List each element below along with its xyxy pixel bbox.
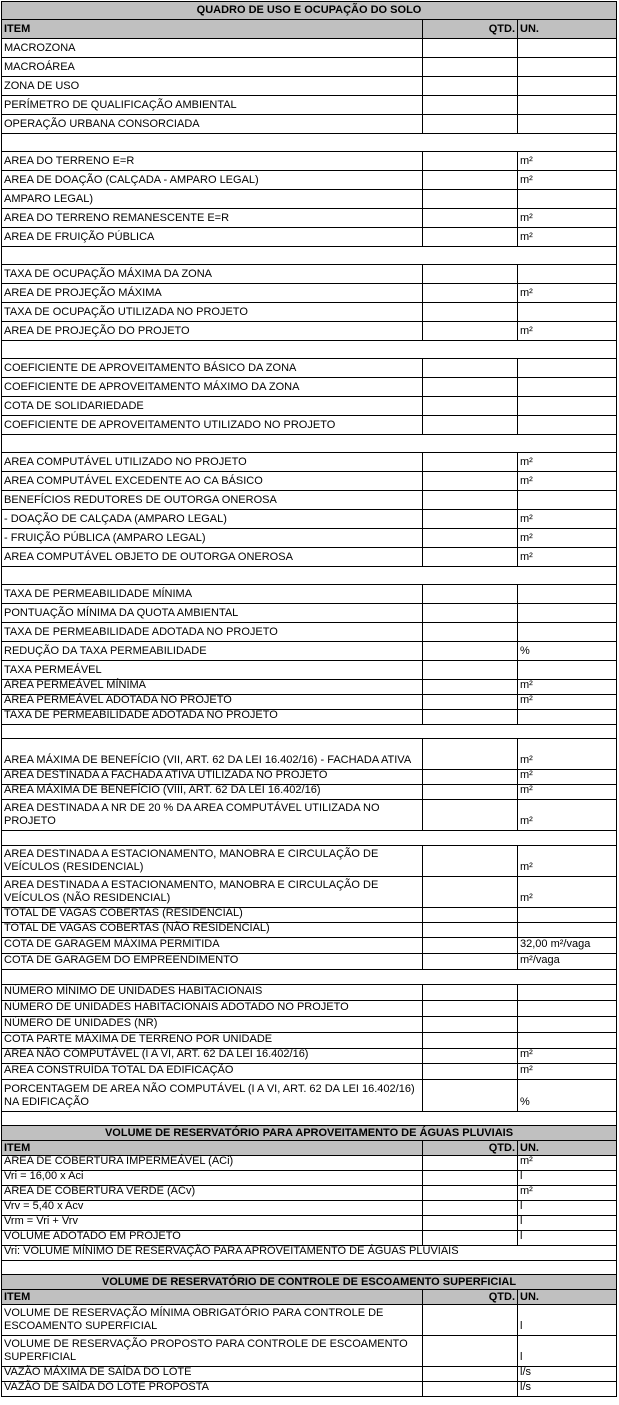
quantity-cell[interactable]	[423, 359, 518, 377]
table-row	[1, 302, 617, 321]
unit-cell	[518, 623, 617, 641]
unit-cell: m²	[518, 1186, 617, 1200]
unit-cell: m²/vaga	[518, 954, 617, 969]
item-label: AREA DO TERRENO E=R	[1, 152, 423, 170]
column-header-un: UN.	[518, 20, 617, 38]
unit-cell	[518, 908, 617, 922]
quantity-cell[interactable]	[423, 710, 518, 724]
quantity-cell[interactable]	[423, 1049, 518, 1063]
item-label: VOLUME ADOTADO EM PROJETO	[1, 1231, 423, 1245]
item-label: AREA DESTINADA A ESTACIONAMENTO, MANOBRA E CIRCULAÇÃO DE VEÍCULOS (RESIDENCIAL)	[1, 846, 423, 876]
item-label: TAXA DE OCUPAÇÃO UTILIZADA NO PROJETO	[1, 303, 423, 321]
table-row	[1, 358, 617, 377]
table-row	[1, 660, 617, 679]
item-label: NÚMERO DE UNIDADES HABITACIONAIS ADOTADO NO PROJETO	[1, 1001, 423, 1016]
column-header-un: UN.	[518, 1290, 617, 1304]
unit-cell	[518, 378, 617, 396]
item-label: COTA DE GARAGEM MÁXIMA PERMITIDA	[1, 938, 423, 953]
item-label: AREA DO TERRENO REMANESCENTE E=R	[1, 209, 423, 227]
table-row	[1, 709, 617, 724]
table-row	[1, 738, 617, 769]
item-label: PORCENTAGEM DE AREA NÃO COMPUTÁVEL (I A VI, ART. 62 DA LEI 16.402/16) NA EDIFICAÇÃO	[1, 1080, 423, 1111]
column-header-item: ITEM	[1, 20, 423, 38]
quantity-cell[interactable]	[423, 1156, 518, 1170]
quantity-cell[interactable]	[423, 1367, 518, 1381]
column-header-row	[1, 19, 617, 38]
unit-cell: l	[518, 1305, 617, 1335]
quantity-cell[interactable]	[423, 58, 518, 76]
quantity-cell[interactable]	[423, 877, 518, 907]
quantity-cell[interactable]	[423, 1033, 518, 1048]
column-header-item: ITEM	[1, 1141, 423, 1155]
item-label: COTA DE SOLIDARIEDADE	[1, 397, 423, 415]
item-label: VOLUME DE RESERVAÇÃO MÍNIMA OBRIGATÓRIO PARA CONTROLE DE ESCOAMENTO SUPERFICIAL	[1, 1305, 423, 1335]
quantity-cell[interactable]	[423, 303, 518, 321]
unit-cell	[518, 585, 617, 603]
unit-cell	[518, 190, 617, 208]
spacer-row	[1, 340, 617, 358]
unit-cell	[518, 1001, 617, 1016]
column-header-qtd: QTD.	[423, 20, 518, 38]
table-row	[1, 1000, 617, 1016]
table-row	[1, 799, 617, 830]
table-row	[1, 471, 617, 490]
quantity-cell[interactable]	[423, 472, 518, 490]
quantity-cell[interactable]	[423, 1231, 518, 1245]
unit-cell	[518, 661, 617, 679]
table-row	[1, 490, 617, 509]
table-row	[1, 321, 617, 340]
quantity-cell[interactable]	[423, 846, 518, 876]
blank-spacer	[1, 725, 617, 738]
quantity-cell[interactable]	[423, 800, 518, 830]
table-row	[1, 170, 617, 189]
quantity-cell[interactable]	[423, 661, 518, 679]
table-row	[1, 57, 617, 76]
table-row	[1, 1063, 617, 1079]
column-header-qtd: QTD.	[423, 1290, 518, 1304]
unit-cell: m²	[518, 877, 617, 907]
unit-cell: l	[518, 1171, 617, 1185]
blank-spacer	[1, 341, 617, 358]
item-label: PONTUAÇÃO MÍNIMA DA QUOTA AMBIENTAL	[1, 604, 423, 622]
item-label: AREA DESTINADA A ESTACIONAMENTO, MANOBRA E CIRCULAÇÃO DE VEÍCULOS (NÃO RESIDENCIAL)	[1, 877, 423, 907]
item-label: Vri = 16,00 x Aci	[1, 1171, 423, 1185]
quantity-cell[interactable]	[423, 1382, 518, 1396]
unit-cell: m²	[518, 510, 617, 528]
spacer-row	[1, 1111, 617, 1125]
note-row	[1, 1245, 617, 1260]
unit-cell	[518, 710, 617, 724]
item-label: AREA COMPUTÁVEL EXCEDENTE AO CA BÁSICO	[1, 472, 423, 490]
column-header-row	[1, 1140, 617, 1155]
quantity-cell[interactable]	[423, 322, 518, 340]
table-row	[1, 509, 617, 528]
unit-cell: m²	[518, 209, 617, 227]
blank-spacer	[1, 435, 617, 452]
item-label: AREA NÃO COMPUTÁVEL (I A VI, ART. 62 DA LEI 16.402/16)	[1, 1049, 423, 1063]
unit-cell: m²	[518, 171, 617, 189]
item-label: BENEFÍCIOS REDUTORES DE OUTORGA ONEROSA	[1, 491, 423, 509]
unit-cell: m²	[518, 529, 617, 547]
quantity-cell[interactable]	[423, 96, 518, 114]
table-row	[1, 622, 617, 641]
quantity-cell[interactable]	[423, 378, 518, 396]
unit-cell: m²	[518, 739, 617, 769]
unit-cell: m²	[518, 695, 617, 709]
quantity-cell[interactable]	[423, 190, 518, 208]
blank-spacer	[1, 247, 617, 264]
table-row	[1, 1381, 617, 1397]
section-title-row	[1, 1274, 617, 1289]
quantity-cell[interactable]	[423, 923, 518, 937]
table-row	[1, 396, 617, 415]
item-label: PERÍMETRO DE QUALIFICAÇÃO AMBIENTAL	[1, 96, 423, 114]
quantity-cell[interactable]	[423, 529, 518, 547]
table-row	[1, 208, 617, 227]
table-row	[1, 38, 617, 57]
note-text: Vri: VOLUME MÍNIMO DE RESERVAÇÃO PARA APROVEITAMENTO DE ÁGUAS PLUVIAIS	[1, 1246, 617, 1260]
quantity-cell[interactable]	[423, 908, 518, 922]
item-label: TOTAL DE VAGAS COBERTAS (NÃO RESIDENCIAL)	[1, 923, 423, 937]
item-label: AREA COMPUTÁVEL OBJETO DE OUTORGA ONEROSA	[1, 548, 423, 566]
unit-cell: m²	[518, 785, 617, 799]
table-row	[1, 845, 617, 876]
unit-cell: m²	[518, 1049, 617, 1063]
unit-cell: m²	[518, 152, 617, 170]
section-title-row	[1, 1125, 617, 1140]
quantity-cell[interactable]	[423, 510, 518, 528]
item-label: Vrm = Vri + Vrv	[1, 1216, 423, 1230]
item-label: - FRUIÇÃO PÚBLICA (AMPARO LEGAL)	[1, 529, 423, 547]
table-row	[1, 528, 617, 547]
unit-cell: m²	[518, 284, 617, 302]
quantity-cell[interactable]	[423, 680, 518, 694]
item-label: VOLUME DE RESERVAÇÃO PROPOSTO PARA CONTROLE DE ESCOAMENTO SUPERFICIAL	[1, 1336, 423, 1366]
spacer-row	[1, 246, 617, 264]
unit-cell	[518, 397, 617, 415]
quantity-cell[interactable]	[423, 397, 518, 415]
unit-cell	[518, 96, 617, 114]
quantity-cell[interactable]	[423, 115, 518, 133]
table-row	[1, 603, 617, 622]
item-label: AREA MÁXIMA DE BENEFÍCIO (VIII, ART. 62 DA LEI 16.402/16)	[1, 785, 423, 799]
quantity-cell[interactable]	[423, 604, 518, 622]
quantity-cell[interactable]	[423, 1305, 518, 1335]
item-label: AREA DE COBERTURA IMPERMEÁVEL (ACi)	[1, 1156, 423, 1170]
unit-cell: 32,00 m²/vaga	[518, 938, 617, 953]
table-row	[1, 694, 617, 709]
quantity-cell[interactable]	[423, 1186, 518, 1200]
item-label: MACROZONA	[1, 39, 423, 57]
table-row	[1, 584, 617, 603]
spacer-row	[1, 1260, 617, 1274]
quantity-cell[interactable]	[423, 938, 518, 953]
quantity-cell[interactable]	[423, 623, 518, 641]
table-row	[1, 415, 617, 434]
table-row	[1, 876, 617, 907]
unit-cell	[518, 58, 617, 76]
item-label: AREA PERMEÁVEL ADOTADA NO PROJETO	[1, 695, 423, 709]
table-row	[1, 189, 617, 208]
quantity-cell[interactable]	[423, 1017, 518, 1032]
item-label: AREA DE FRUIÇÃO PÚBLICA	[1, 228, 423, 246]
quantity-cell[interactable]	[423, 152, 518, 170]
quantity-cell[interactable]	[423, 954, 518, 969]
column-header-qtd: QTD.	[423, 1141, 518, 1155]
blank-spacer	[1, 831, 617, 845]
unit-cell: %	[518, 1080, 617, 1111]
item-label: AMPARO LEGAL)	[1, 190, 423, 208]
table-row	[1, 1016, 617, 1032]
table-row	[1, 769, 617, 784]
table-row	[1, 679, 617, 694]
table-row	[1, 1200, 617, 1215]
unit-cell	[518, 604, 617, 622]
unit-cell: l	[518, 1336, 617, 1366]
item-label: AREA PERMEÁVEL MÍNIMA	[1, 680, 423, 694]
item-label: TAXA PERMEÁVEL	[1, 661, 423, 679]
table-row	[1, 1032, 617, 1048]
table-row	[1, 1155, 617, 1170]
quantity-cell[interactable]	[423, 1171, 518, 1185]
blank-spacer	[1, 567, 617, 584]
section-title-row	[1, 1, 617, 19]
spacer-row	[1, 434, 617, 452]
table-row	[1, 953, 617, 969]
quantity-cell[interactable]	[423, 695, 518, 709]
table-row	[1, 547, 617, 566]
unit-cell	[518, 77, 617, 95]
table-row	[1, 1304, 617, 1335]
table-row	[1, 377, 617, 396]
column-header-item: ITEM	[1, 1290, 423, 1304]
quantity-cell[interactable]	[423, 548, 518, 566]
unit-cell	[518, 491, 617, 509]
unit-cell: l/s	[518, 1382, 617, 1396]
unit-cell: m²	[518, 1156, 617, 1170]
quantity-cell[interactable]	[423, 416, 518, 434]
unit-cell: m²	[518, 322, 617, 340]
quantity-cell[interactable]	[423, 1216, 518, 1230]
table-row	[1, 1079, 617, 1111]
item-label: ZONA DE USO	[1, 77, 423, 95]
unit-cell: m²	[518, 1064, 617, 1079]
table-row	[1, 151, 617, 170]
item-label: - DOAÇÃO DE CALÇADA (AMPARO LEGAL)	[1, 510, 423, 528]
unit-cell	[518, 39, 617, 57]
unit-cell	[518, 985, 617, 1000]
table-row	[1, 1215, 617, 1230]
item-label: AREA DESTINADA A FACHADA ATIVA UTILIZADA NO PROJETO	[1, 770, 423, 784]
table-row	[1, 1230, 617, 1245]
unit-cell: m²	[518, 548, 617, 566]
spacer-row	[1, 724, 617, 738]
quantity-cell[interactable]	[423, 585, 518, 603]
table-row	[1, 784, 617, 799]
item-label: COEFICIENTE DE APROVEITAMENTO UTILIZADO NO PROJETO	[1, 416, 423, 434]
blank-spacer	[1, 1261, 617, 1274]
unit-cell	[518, 265, 617, 283]
unit-cell	[518, 1017, 617, 1032]
unit-cell	[518, 923, 617, 937]
table-row	[1, 937, 617, 953]
unit-cell	[518, 303, 617, 321]
table-row	[1, 907, 617, 922]
blank-spacer	[1, 970, 617, 984]
quantity-cell[interactable]	[423, 785, 518, 799]
item-label: COEFICIENTE DE APROVEITAMENTO MÁXIMO DA ZONA	[1, 378, 423, 396]
section-title: QUADRO DE USO E OCUPAÇÃO DO SOLO	[1, 2, 617, 19]
quantity-cell[interactable]	[423, 265, 518, 283]
unit-cell: m²	[518, 800, 617, 830]
table-row	[1, 452, 617, 471]
item-label: AREA DESTINADA A NR DE 20 % DA AREA COMPUTÁVEL UTILIZADA NO PROJETO	[1, 800, 423, 830]
unit-cell: m²	[518, 680, 617, 694]
table-row	[1, 641, 617, 660]
item-label: AREA DE COBERTURA VERDE (ACv)	[1, 1186, 423, 1200]
item-label: AREA DE DOAÇÃO (CALÇADA - AMPARO LEGAL)	[1, 171, 423, 189]
unit-cell: m²	[518, 770, 617, 784]
column-header-row	[1, 1289, 617, 1304]
unit-cell: m²	[518, 453, 617, 471]
table-row	[1, 1170, 617, 1185]
quantity-cell[interactable]	[423, 1336, 518, 1366]
quantity-cell[interactable]	[423, 1001, 518, 1016]
quantity-cell[interactable]	[423, 77, 518, 95]
unit-cell: l	[518, 1201, 617, 1215]
unit-cell: m²	[518, 846, 617, 876]
quantity-cell[interactable]	[423, 209, 518, 227]
unit-cell: l	[518, 1231, 617, 1245]
unit-cell: %	[518, 642, 617, 660]
quantity-cell[interactable]	[423, 1080, 518, 1111]
column-header-un: UN.	[518, 1141, 617, 1155]
table-row	[1, 922, 617, 937]
table-row	[1, 227, 617, 246]
table-row	[1, 1335, 617, 1366]
item-label: COTA DE GARAGEM DO EMPREENDIMENTO	[1, 954, 423, 969]
quantity-cell[interactable]	[423, 642, 518, 660]
spacer-row	[1, 969, 617, 984]
item-label: COEFICIENTE DE APROVEITAMENTO BÁSICO DA ZONA	[1, 359, 423, 377]
blank-spacer	[1, 1112, 617, 1125]
unit-cell	[518, 115, 617, 133]
quantity-cell[interactable]	[423, 228, 518, 246]
quantity-cell[interactable]	[423, 739, 518, 769]
table-row	[1, 114, 617, 133]
spacer-row	[1, 566, 617, 584]
table-row	[1, 264, 617, 283]
table-row	[1, 95, 617, 114]
item-label: NÚMERO MÍNIMO DE UNIDADES HABITACIONAIS	[1, 985, 423, 1000]
unit-cell	[518, 416, 617, 434]
item-label: AREA DE PROJEÇÃO MÁXIMA	[1, 284, 423, 302]
table-row	[1, 1366, 617, 1381]
blank-spacer	[1, 134, 617, 151]
item-label: COTA PARTE MÁXIMA DE TERRENO POR UNIDADE	[1, 1033, 423, 1048]
section-title: VOLUME DE RESERVATÓRIO DE CONTROLE DE ESCOAMENTO SUPERFICIAL	[1, 1275, 617, 1289]
item-label: NÚMERO DE UNIDADES (NR)	[1, 1017, 423, 1032]
table-row	[1, 283, 617, 302]
table-row	[1, 984, 617, 1000]
spacer-row	[1, 830, 617, 845]
quantity-cell[interactable]	[423, 770, 518, 784]
item-label: Vrv = 5,40 x Acv	[1, 1201, 423, 1215]
quantity-cell[interactable]	[423, 39, 518, 57]
unit-cell: m²	[518, 472, 617, 490]
item-label: TAXA DE PERMEABILIDADE MÍNIMA	[1, 585, 423, 603]
table-row	[1, 76, 617, 95]
unit-cell	[518, 1033, 617, 1048]
quantity-cell[interactable]	[423, 1064, 518, 1079]
item-label: OPERAÇÃO URBANA CONSORCIADA	[1, 115, 423, 133]
item-label: VAZÃO DE SAÍDA DO LOTE PROPOSTA	[1, 1382, 423, 1396]
quantity-cell[interactable]	[423, 453, 518, 471]
item-label: AREA COMPUTÁVEL UTILIZADO NO PROJETO	[1, 453, 423, 471]
spacer-row	[1, 133, 617, 151]
quantity-cell[interactable]	[423, 491, 518, 509]
quantity-cell[interactable]	[423, 284, 518, 302]
table-row	[1, 1048, 617, 1063]
table-row	[1, 1185, 617, 1200]
item-label: TAXA DE PERMEABILIDADE ADOTADA NO PROJETO	[1, 623, 423, 641]
section-title: VOLUME DE RESERVATÓRIO PARA APROVEITAMENTO DE ÁGUAS PLUVIAIS	[1, 1126, 617, 1140]
item-label: TAXA DE PERMEABILIDADE ADOTADA NO PROJETO	[1, 710, 423, 724]
quantity-cell[interactable]	[423, 985, 518, 1000]
quantity-cell[interactable]	[423, 171, 518, 189]
unit-cell: l/s	[518, 1367, 617, 1381]
unit-cell: m²	[518, 228, 617, 246]
item-label: TAXA DE OCUPAÇÃO MÁXIMA DA ZONA	[1, 265, 423, 283]
unit-cell: l	[518, 1216, 617, 1230]
item-label: VAZÃO MÁXIMA DE SAÍDA DO LOTE	[1, 1367, 423, 1381]
item-label: AREA CONSTRUÍDA TOTAL DA EDIFICAÇÃO	[1, 1064, 423, 1079]
item-label: REDUÇÃO DA TAXA PERMEABILIDADE	[1, 642, 423, 660]
quantity-cell[interactable]	[423, 1201, 518, 1215]
unit-cell	[518, 359, 617, 377]
item-label: MACROÁREA	[1, 58, 423, 76]
item-label: AREA DE PROJEÇÃO DO PROJETO	[1, 322, 423, 340]
item-label: TOTAL DE VAGAS COBERTAS (RESIDENCIAL)	[1, 908, 423, 922]
item-label: AREA MÁXIMA DE BENEFÍCIO (VII, ART. 62 DA LEI 16.402/16) - FACHADA ATIVA	[1, 739, 423, 769]
